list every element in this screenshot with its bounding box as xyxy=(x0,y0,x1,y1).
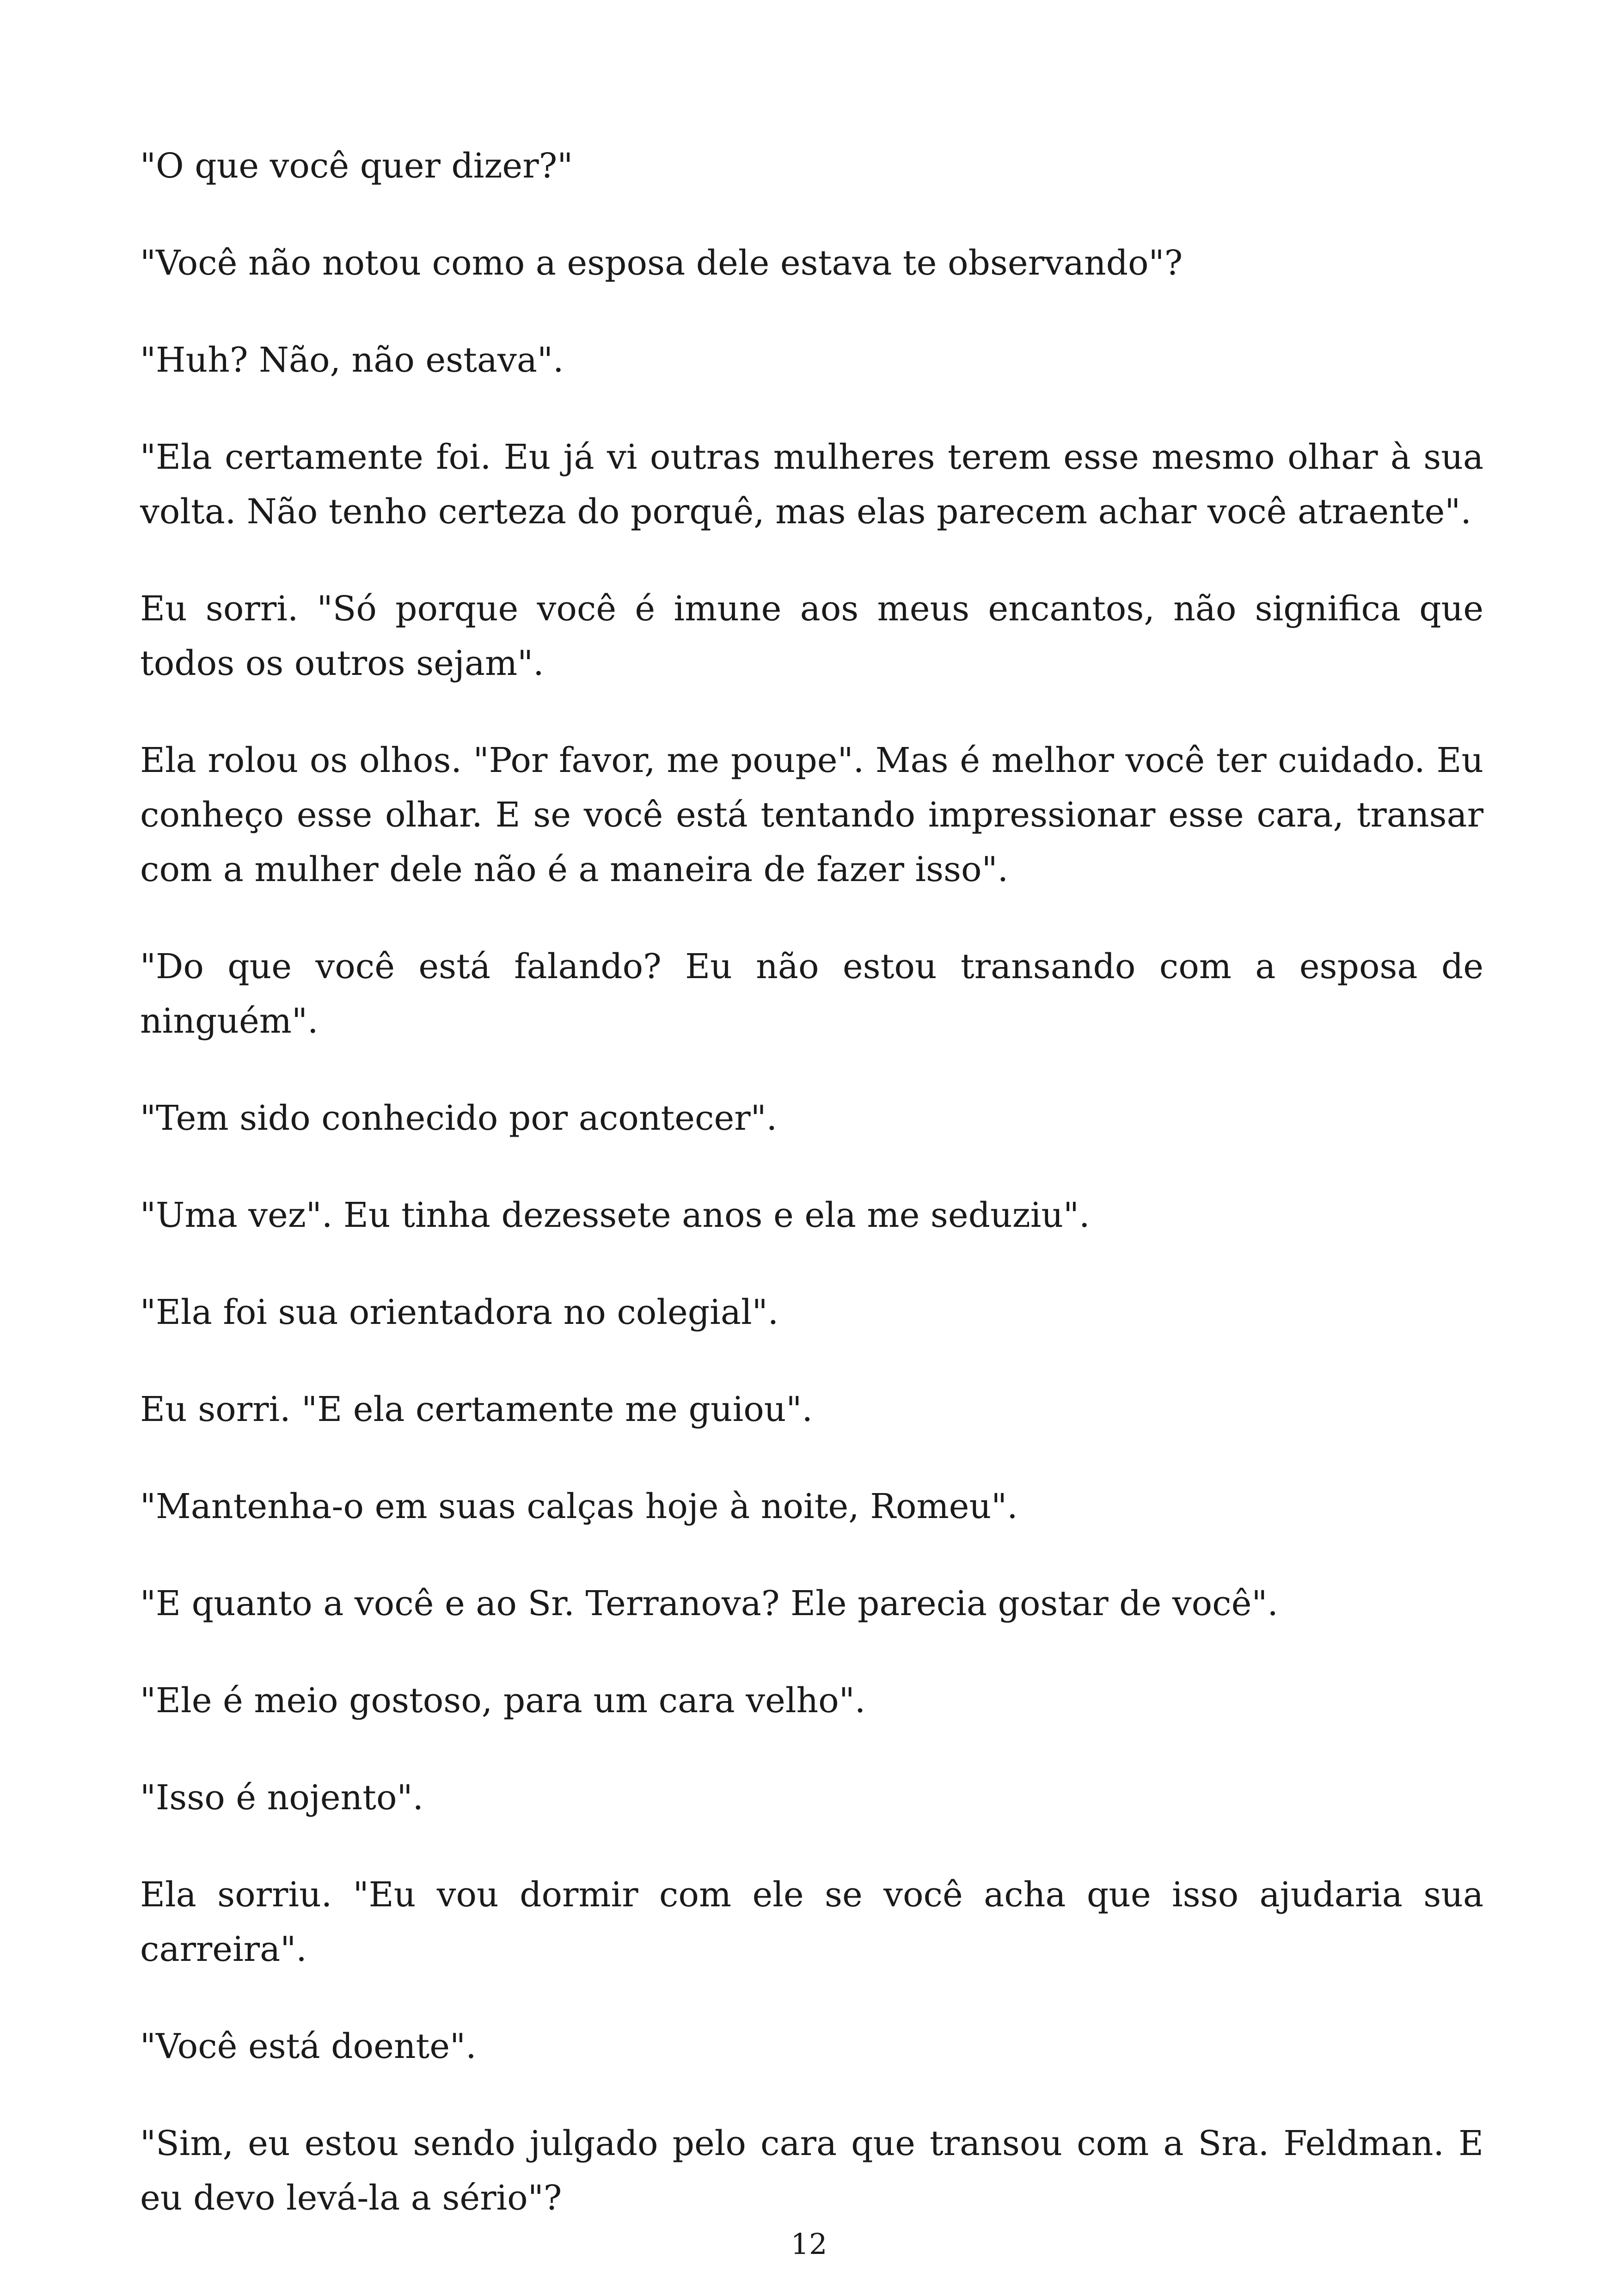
paragraph: Eu sorri. "Só porque você é imune aos meus encantos, não significa que todos os outros sejam". xyxy=(140,589,1483,683)
paragraph: Eu sorri. "E ela certamente me guiou". xyxy=(140,1390,813,1429)
paragraph: "Ela foi sua orientadora no colegial". xyxy=(140,1292,779,1332)
paragraph: "Huh? Não, não estava". xyxy=(140,340,564,380)
paragraph: "O que você quer dizer?" xyxy=(140,146,573,186)
page-number: 12 xyxy=(791,2227,827,2261)
paragraph: "Tem sido conhecido por acontecer". xyxy=(140,1098,778,1138)
page-body xyxy=(140,139,1483,2268)
paragraph: "Ela certamente foi. Eu já vi outras mulheres terem esse mesmo olhar à sua volta. Não tenho certeza do porquê, mas elas parecem achar você atraente". xyxy=(140,437,1483,532)
paragraph: "Uma vez". Eu tinha dezessete anos e ela me seduziu". xyxy=(140,1195,1090,1235)
paragraph: Ela rolou os olhos. "Por favor, me poupe". Mas é melhor você ter cuidado. Eu conheço esse olhar. E se você está tentando impressionar esse cara, transar com a mulher dele não é a maneira de fazer isso". xyxy=(140,741,1483,889)
paragraph: "Você não notou como a esposa dele estava te observando"? xyxy=(140,243,1183,283)
paragraph: Ela sorriu. "Eu vou dormir com ele se você acha que isso ajudaria sua carreira". xyxy=(140,1875,1483,1969)
paragraph: "E quanto a você e ao Sr. Terranova? Ele parecia gostar de você". xyxy=(140,1584,1278,1623)
paragraph: "Mantenha-o em suas calças hoje à noite, Romeu". xyxy=(140,1487,1018,1526)
paragraph: "Do que você está falando? Eu não estou transando com a esposa de ninguém". xyxy=(140,947,1483,1041)
paragraph: "Sim, eu estou sendo julgado pelo cara que transou com a Sra. Feldman. E eu devo levá-la a sério"? xyxy=(140,2124,1483,2218)
paragraph: "Isso é nojento". xyxy=(140,1778,424,1818)
paragraph: "Ele é meio gostoso, para um cara velho". xyxy=(140,1681,866,1720)
paragraph: "Você está doente". xyxy=(140,2027,477,2066)
